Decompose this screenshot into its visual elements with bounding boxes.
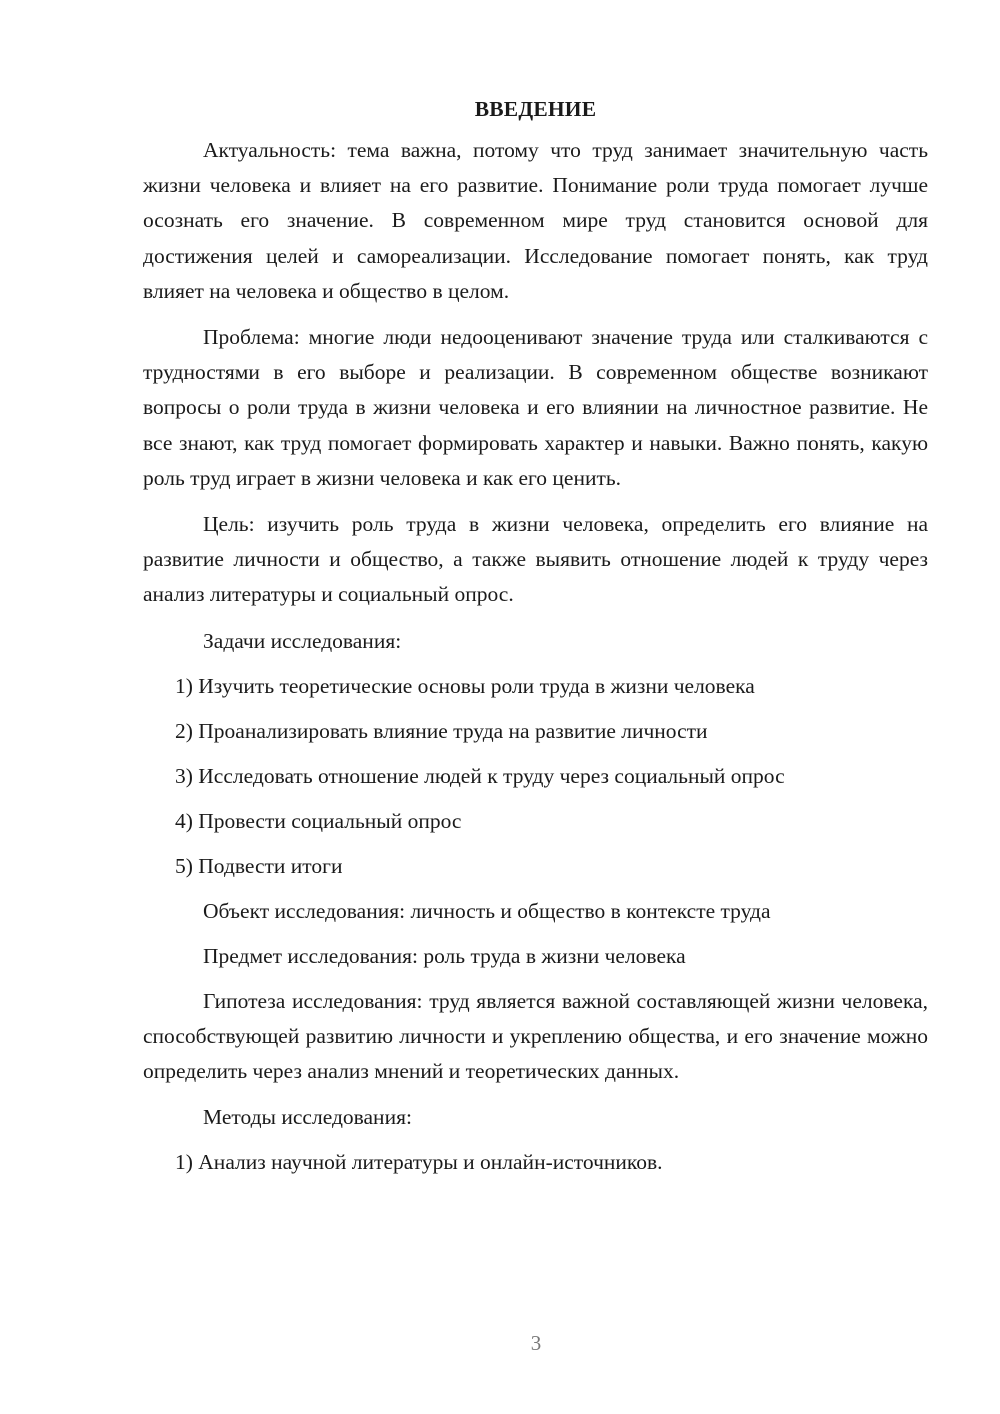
task-item: 5) Подвести итоги: [175, 853, 343, 878]
method-item: 1) Анализ научной литературы и онлайн-источников.: [175, 1150, 663, 1175]
goal-paragraph: Цель: изучить роль труда в жизни человека, определить его влияние на развитие личности и общество, а также выявить отношение людей к труду через анализ литературы и социальный опрос.: [143, 512, 928, 607]
research-object: Объект исследования: личность и общество в контексте труда: [203, 898, 771, 923]
page-number: 3: [530, 1331, 542, 1355]
task-item: 1) Изучить теоретические основы роли труда в жизни человека: [175, 673, 755, 698]
task-item: 3) Исследовать отношение людей к труду через социальный опрос: [175, 763, 785, 788]
tasks-heading: Задачи исследования:: [203, 628, 402, 653]
methods-heading: Методы исследования:: [203, 1105, 412, 1130]
relevance-paragraph: Актуальность: тема важна, потому что труд занимает значительную часть жизни человека и влияет на его развитие. Понимание роли труда помогает лучше осознать его значение. В современном мире труд становится основой для достижения целей и самореализации. Исследование помогает понять, как труд влияет на человека и общество в целом.: [143, 138, 928, 303]
problem-paragraph: Проблема: многие люди недооценивают значение труда или сталкиваются с трудностями в его выборе и реализации. В современном обществе возникают вопросы о роли труда в жизни человека и его влиянии на личностное развитие. Не все знают, как труд помогает формировать характер и навыки. Важно понять, какую роль труд играет в жизни человека и как его ценить.: [143, 325, 928, 490]
task-item: 4) Провести социальный опрос: [175, 808, 462, 833]
task-item: 2) Проанализировать влияние труда на развитие личности: [175, 718, 708, 743]
hypothesis-paragraph: Гипотеза исследования: труд является важной составляющей жизни человека, способствующей развитию личности и укреплению общества, и его значение можно определить через анализ мнений и теоретических данных.: [143, 988, 928, 1084]
document-page: [143, 92, 928, 1190]
research-subject: Предмет исследования: роль труда в жизни человека: [203, 943, 686, 968]
section-title: ВВЕДЕНИЕ: [474, 97, 597, 121]
